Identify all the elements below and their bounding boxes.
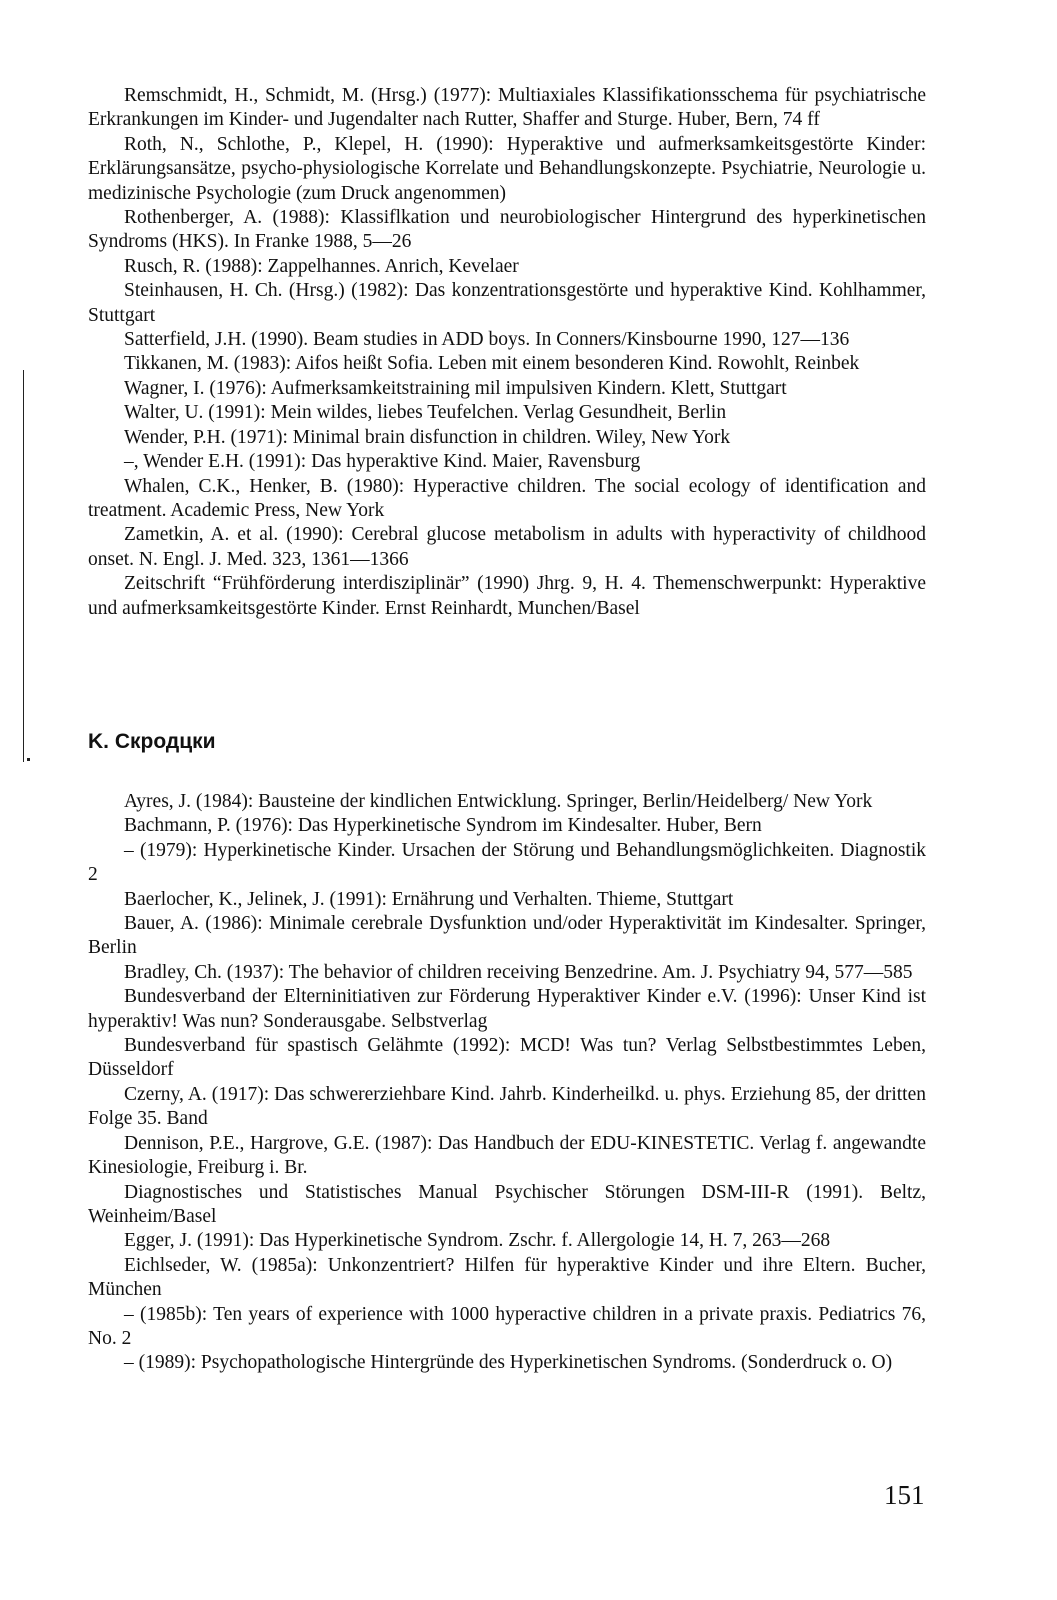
reference-entry: Wagner, I. (1976): Aufmerksamkeitstraining mil impulsiven Kindern. Klett, Stuttgart [124,377,787,399]
margin-dot [27,758,30,761]
reference-entry: Satterfield, J.H. (1990). Beam studies in ADD boys. In Conners/Kinsbourne 1990, 127—136 [124,329,850,351]
reference-entry: Zametkin, A. et al. (1990): Cerebral glucose metabolism in adults with hyperactivity of childhood onset. N. Engl. J. Med. 323, 1361—1366 [88,524,926,570]
reference-entry: Tikkanen, M. (1983): Aifos heißt Sofia. Leben mit einem besonderen Kind. Rowohlt, Reinbek [124,353,860,375]
reference-entry: Egger, J. (1991): Das Hyperkinetische Syndrom. Zschr. f. Allergologie 14, H. 7, 263—268 [124,1230,831,1252]
reference-entry: Wender, P.H. (1971): Minimal brain disfunction in children. Wiley, New York [124,426,731,448]
section-heading: K. Скродцки [88,730,216,753]
reference-entry: – (1985b): Ten years of experience with 1000 hyperactive children in a private praxis. Pediatrics 76, No. 2 [88,1303,926,1349]
reference-entry: Steinhausen, H. Ch. (Hrsg.) (1982): Das konzentrationsgestörte und hyperaktive Kind. Kohlhammer, Stuttgart [88,280,926,326]
reference-entry: Roth, N., Schlothe, P., Klepel, H. (1990): Hyperaktive und aufmerksamkeitsgestörte Kinder: Erklärungsansätze, psycho-physiologische Korrelate und Behandlungskonzepte. Psychiatrie, Neurologie u. medizinische Psychologie (zum Druck angenommen) [88,133,926,204]
reference-entry: Bundesverband für spastisch Gelähmte (1992): MCD! Was tun? Verlag Selbstbestimmtes Leben, Düsseldorf [88,1035,926,1081]
reference-entry: Eichlseder, W. (1985a): Unkonzentriert? Hilfen für hyperaktive Kinder und ihre Eltern. Bucher, München [88,1254,926,1301]
reference-entry: Walter, U. (1991): Mein wildes, liebes Teufelchen. Verlag Gesundheit, Berlin [124,402,727,424]
reference-entry: Baerlocher, K., Jelinek, J. (1991): Ernährung und Verhalten. Thieme, Stuttgart [124,888,734,910]
reference-entry: –, Wender E.H. (1991): Das hyperaktive Kind. Maier, Ravensburg [124,451,641,473]
reference-entry: Bauer, A. (1986): Minimale cerebrale Dysfunktion und/oder Hyperaktivität im Kindesalter. Springer, Berlin [88,913,926,959]
reference-entry: – (1989): Psychopathologische Hintergründe des Hyperkinetischen Syndroms. (Sonderdruck o. O) [124,1352,893,1374]
reference-list-bottom [88,790,926,1376]
reference-entry: Remschmidt, H., Schmidt, M. (Hrsg.) (1977): Multiaxiales Klassifikationsschema für psychiatrische Erkrankungen im Kinder- und Jugendalter nach Rutter, Shaffer and Sturge. Huber, Bern, 74 ff [88,85,926,131]
reference-entry: Czerny, A. (1917): Das schwererziehbare Kind. Jahrb. Kinderheilkd. u. phys. Erziehung 85, der dritten Folge 35. Band [88,1083,926,1130]
margin-line [23,370,24,762]
page-number: 151 [884,1480,925,1510]
reference-entry: Rothenberger, A. (1988): Klassiflkation und neurobiologischer Hintergrund des hyperkinetischen Syndroms (HKS). In Franke 1988, 5—26 [88,207,926,253]
reference-entry: – (1979): Hyperkinetische Kinder. Ursachen der Störung und Behandlungsmöglichkeiten. Diagnostik 2 [88,839,926,886]
reference-entry: Ayres, J. (1984): Bausteine der kindlichen Entwicklung. Springer, Berlin/Heidelberg/ New York [124,791,873,812]
reference-list-top [88,84,926,621]
reference-entry: Rusch, R. (1988): Zappelhannes. Anrich, Kevelaer [124,255,519,277]
reference-entry: Bachmann, P. (1976): Das Hyperkinetische Syndrom im Kindesalter. Huber, Bern [124,815,762,837]
reference-entry: Bradley, Ch. (1937): The behavior of children receiving Benzedrine. Am. J. Psychiatry 94, 577—585 [124,961,913,983]
reference-entry: Dennison, P.E., Hargrove, G.E. (1987): Das Handbuch der EDU-KINESTETIC. Verlag f. angewandte Kinesiologie, Freiburg i. Br. [88,1132,926,1179]
reference-entry: Zeitschrift “Frühförderung interdisziplinär” (1990) Jhrg. 9, H. 4. Themenschwerpunkt: Hyperaktive und aufmerksamkeitsgestörte Kinder. Ernst Reinhardt, Munchen/Basel [88,573,926,619]
reference-entry: Whalen, C.K., Henker, B. (1980): Hyperactive children. The social ecology of identification and treatment. Academic Press, New York [88,475,926,521]
reference-entry: Bundesverband der Elterninitiativen zur Förderung Hyperaktiver Kinder e.V. (1996): Unser Kind ist hyperaktiv! Was nun? Sonderausgabe. Selbstverlag [88,986,926,1032]
reference-entry: Diagnostisches und Statistisches Manual Psychischer Störungen DSM-III-R (1991). Beltz, Weinheim/Basel [88,1181,926,1227]
